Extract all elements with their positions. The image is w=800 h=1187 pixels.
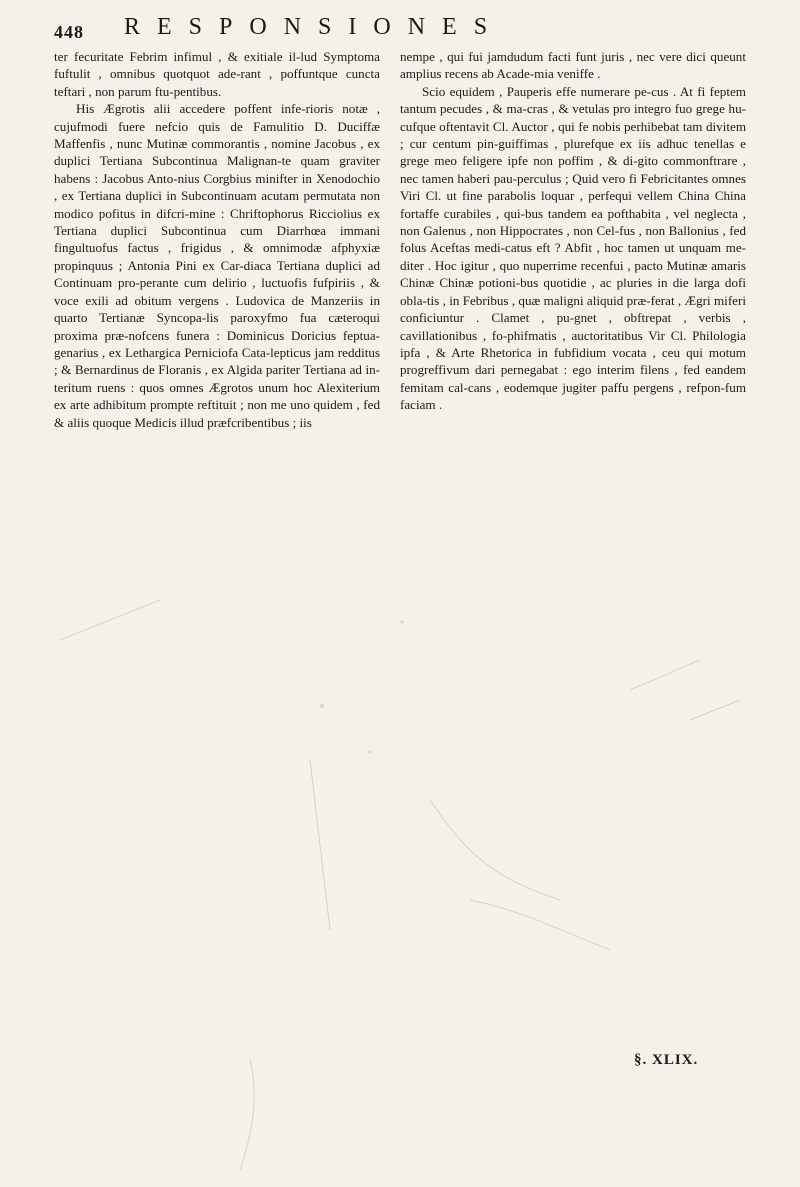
left-column	[54, 48, 380, 431]
left-paragraph-1: ter fecuritate Febrim infimul , & exitiale il-lud Symptoma fuftulit , omnibus quotquot ade-rant , poffuntque cuncta teftari , non parum ftu-pentibus.	[54, 49, 380, 99]
right-paragraph-2: Scio equidem , Pauperis effe numerare pe-cus . At fi feptem tantum pecudes , & ma-cras , & vetulas pro integro fuo grege hu-cufque oftentavit Cl. Auctor , qui fe nobis perhibebat tam divitem ; cur centum pin-guiffimas , plurefque ex iis adhuc tenellas e grege meo feligere ipfe non poffim , & di-gito commonftrare , nec tamen haberi pau-perculus ; Quid vero fi Febricitantes omnes Viri Cl. ut fine parabolis loquar , perfequi vellem China China fortaffe curabiles , qui-bus tandem ea pofthabita , vel neglecta , non Galenus , non Hippocrates , non Cel-fus , non Ballonius , fed folus Aceftas medi-catus eft ? Abfit , hoc tamen ut unquam me-diter . Hoc igitur , quo nuperrime recenfui , pacto Mutinæ amaris Chinæ Chinæ potioni-bus quotidie , ac pluries in die larga dofi obla-tis , in Febribus , quæ maligni aliquid præ-ferat , Ægri miferi conficiuntur . Clamet , pu-gnet , obftrepat , verbis , cavillationibus , fo-phifmatis , auctoritatibus Vir Cl. Philologia ipfa , & Arte Rhetorica in fubfidium vocata , ceu qui motum progreffivum dari pernegabat : ego interim filens , fed eandem femitam cal-cans , eodemque jugiter paffu pergens , refpon-fum faciam .	[400, 83, 746, 413]
catchword: §. XLIX.	[634, 1052, 699, 1068]
right-paragraph-1: nempe , qui fui jamdudum facti funt juris , nec vere dici queunt amplius recens ab Acade-mia veniffe .	[400, 49, 746, 82]
page-number: 448	[54, 22, 84, 42]
page-header	[44, 14, 760, 42]
running-head: RESPONSIONES	[124, 14, 505, 40]
left-paragraph-2: His Ægrotis alii accedere poffent infe-rioris notæ , cujufmodi fuere nefcio quis de Famulitio D. Duciffæ Maffenfis , nunc Mutinæ commorantis , nomine Jacobus , ex duplici Tertiana Subcontinua Malignan-te quam graviter habens : Jacobus Anto-nius Corgbius minifter in Xenodochio , ex Tertiana duplici in Subcontinuam acutam permutata non modico pofitus in difcri-mine : Chriftophorus Ricciolius ex Tertiana duplici Subcontinua cum Diarrhœa immani fingultuofus factus , frigidus , & omnimodæ afphyxiæ propinquus ; Antonia Pini ex Car-diaca Tertiana duplici ad Continuam pro-perante cum delirio , luctuofis fufpiriis , & voce exili ad obitum vergens . Ludovica de Manzeriis in quarto Tertianæ Syncopa-lis paroxyfmo fua cæteroqui proxima præ-nofcens funera : Dominicus Doricius feptua-genarius , ex Lethargica Perniciofa Cata-lepticus jam redditus ; & Bernardinus de Floranis , ex Algida pariter Tertiana ad in-teritum ruens : quos omnes Ægrotos unum hoc Alexiterium ex arte adhibitum prompte reftituit ; non me uno quidem , fed & aliis quoque Medicis illud præfcribentibus ; iis	[54, 101, 380, 430]
right-column	[400, 48, 746, 414]
